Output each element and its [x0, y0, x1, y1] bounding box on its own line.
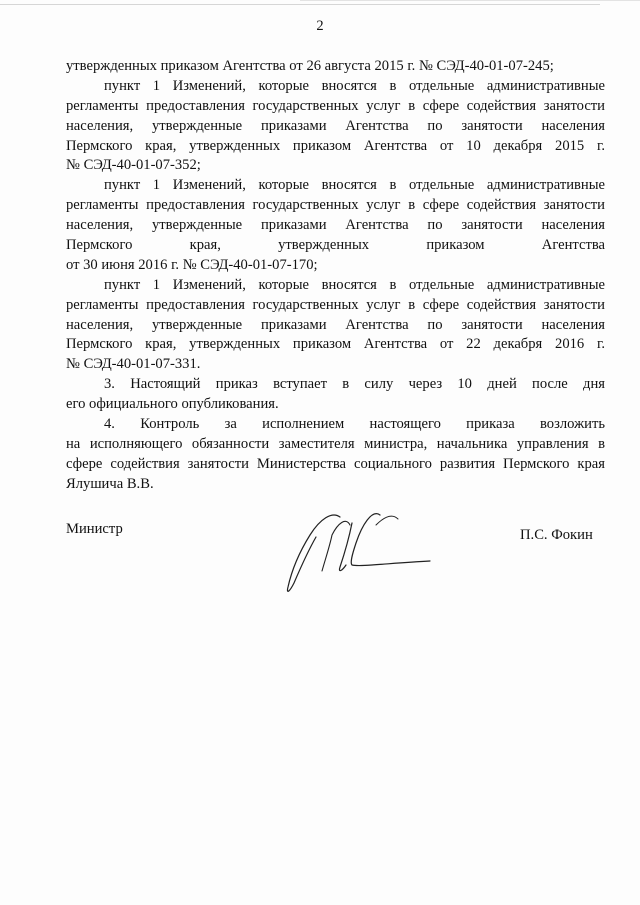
text-line: регламенты предоставления государственных услуг в сфере содействия занятости [66, 296, 605, 313]
text-line: пункт 1 Изменений, которые вносятся в отдельные административные [104, 276, 605, 293]
text-line: его официального опубликования. [66, 396, 279, 413]
text-line: регламенты предоставления государственных услуг в сфере содействия занятости [66, 97, 605, 114]
text-line: населения, утвержденные приказами Агентства по занятости населения [66, 117, 605, 134]
scan-edge-line [0, 4, 600, 5]
text-line: 4. Контроль за исполнением настоящего приказа возложить [104, 416, 605, 433]
scan-edge-line-2 [300, 0, 640, 1]
text-line: № СЭД-40-01-07-331. [66, 356, 201, 373]
text-line: регламенты предоставления государственных услуг в сфере содействия занятости [66, 197, 605, 214]
page-number: 2 [316, 18, 324, 34]
text-line: от 30 июня 2016 г. № СЭД-40-01-07-170; [66, 256, 318, 273]
text-line: Пермского края, утвержденных приказом Агентства от 22 декабря 2016 г. [66, 336, 605, 353]
signatory-title: Министр [66, 521, 123, 537]
text-line: сфере содействия занятости Министерства социального развития Пермского края [66, 455, 605, 472]
text-line: Пермского края, утвержденных приказом Агентства от 10 декабря 2015 г. [66, 137, 605, 154]
text-line: Пермского края, утвержденных приказом Агентства [66, 237, 605, 254]
text-line: пункт 1 Изменений, которые вносятся в отдельные административные [104, 177, 605, 194]
text-line: 3. Настоящий приказ вступает в силу через 10 дней после дня [104, 376, 605, 393]
text-line: утвержденных приказом Агентства от 26 августа 2015 г. № СЭД-40-01-07-245; [66, 58, 554, 74]
text-line: № СЭД-40-01-07-352; [66, 157, 201, 174]
text-line: пункт 1 Изменений, которые вносятся в отдельные административные [104, 77, 605, 94]
document-body [66, 57, 605, 495]
text-line: на исполняющего обязанности заместителя министра, начальника управления в [66, 435, 605, 452]
text-line: Ялушича В.В. [66, 475, 154, 492]
handwritten-signature [280, 505, 440, 605]
text-line: населения, утвержденные приказами Агентства по занятости населения [66, 217, 605, 234]
signatory-name: П.С. Фокин [520, 527, 593, 543]
text-line: населения, утвержденные приказами Агентства по занятости населения [66, 316, 605, 333]
